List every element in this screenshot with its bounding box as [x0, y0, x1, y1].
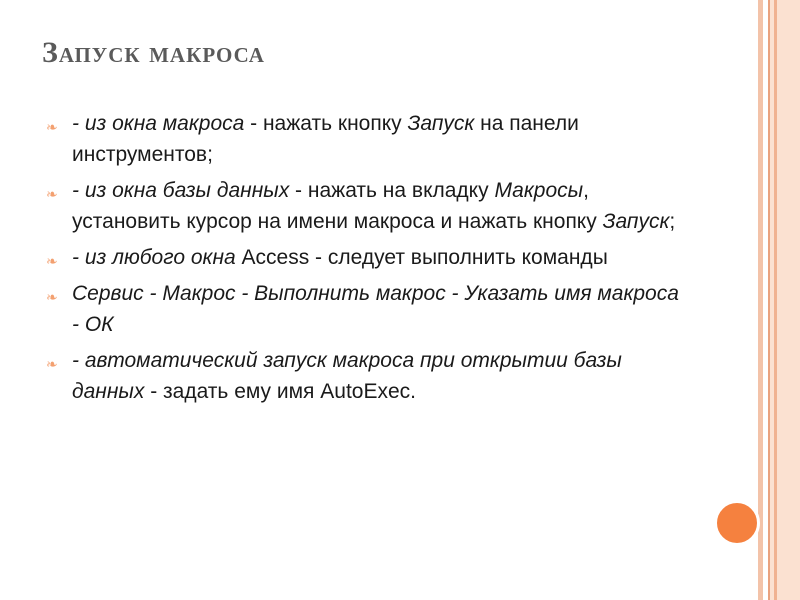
leaf-bullet-icon: ❧: [46, 356, 58, 372]
item-text: - нажать на вкладку: [289, 179, 495, 202]
leaf-bullet-icon: ❧: [46, 289, 58, 305]
leaf-bullet-icon: ❧: [46, 186, 58, 202]
list-item: [46, 242, 686, 273]
stripe-inner: [774, 0, 777, 600]
item-italic-text: Макросы: [494, 179, 584, 202]
list-item: [46, 108, 686, 170]
item-italic-text: Запуск: [407, 112, 475, 135]
item-text: - следует выполнить команды: [309, 246, 608, 269]
item-text: на панели инструментов;: [72, 112, 579, 166]
stripe-thin: [768, 0, 770, 600]
decorative-stripes: [758, 0, 800, 600]
list-item: [46, 175, 686, 237]
list-item: [46, 345, 686, 407]
decorative-circle: [714, 500, 760, 546]
list-item: [46, 278, 686, 340]
item-text: AutoExec: [320, 380, 411, 403]
item-italic-text: - из любого окна: [72, 246, 242, 269]
leaf-bullet-icon: ❧: [46, 253, 58, 269]
item-italic-text: - автоматический запуск макроса при открытии базы данных: [72, 349, 622, 403]
item-italic-text: Запуск: [602, 210, 670, 233]
bullet-list: [46, 108, 686, 412]
item-text: - нажать кнопку: [244, 112, 408, 135]
item-text: Access: [241, 246, 310, 269]
item-text: .: [410, 380, 416, 403]
item-text: , установить курсор на имени макроса и нажать кнопку: [72, 179, 603, 233]
item-italic-text: - из окна макроса: [72, 112, 245, 135]
item-italic-text: Сервис - Макрос - Выполнить макрос - Указать имя макроса - ОК: [72, 282, 679, 336]
item-italic-text: - из окна базы данных: [72, 179, 290, 202]
slide-title: Запуск макроса: [42, 36, 265, 69]
leaf-bullet-icon: ❧: [46, 119, 58, 135]
item-text: ;: [669, 210, 676, 233]
item-text: - задать ему имя: [144, 380, 321, 403]
